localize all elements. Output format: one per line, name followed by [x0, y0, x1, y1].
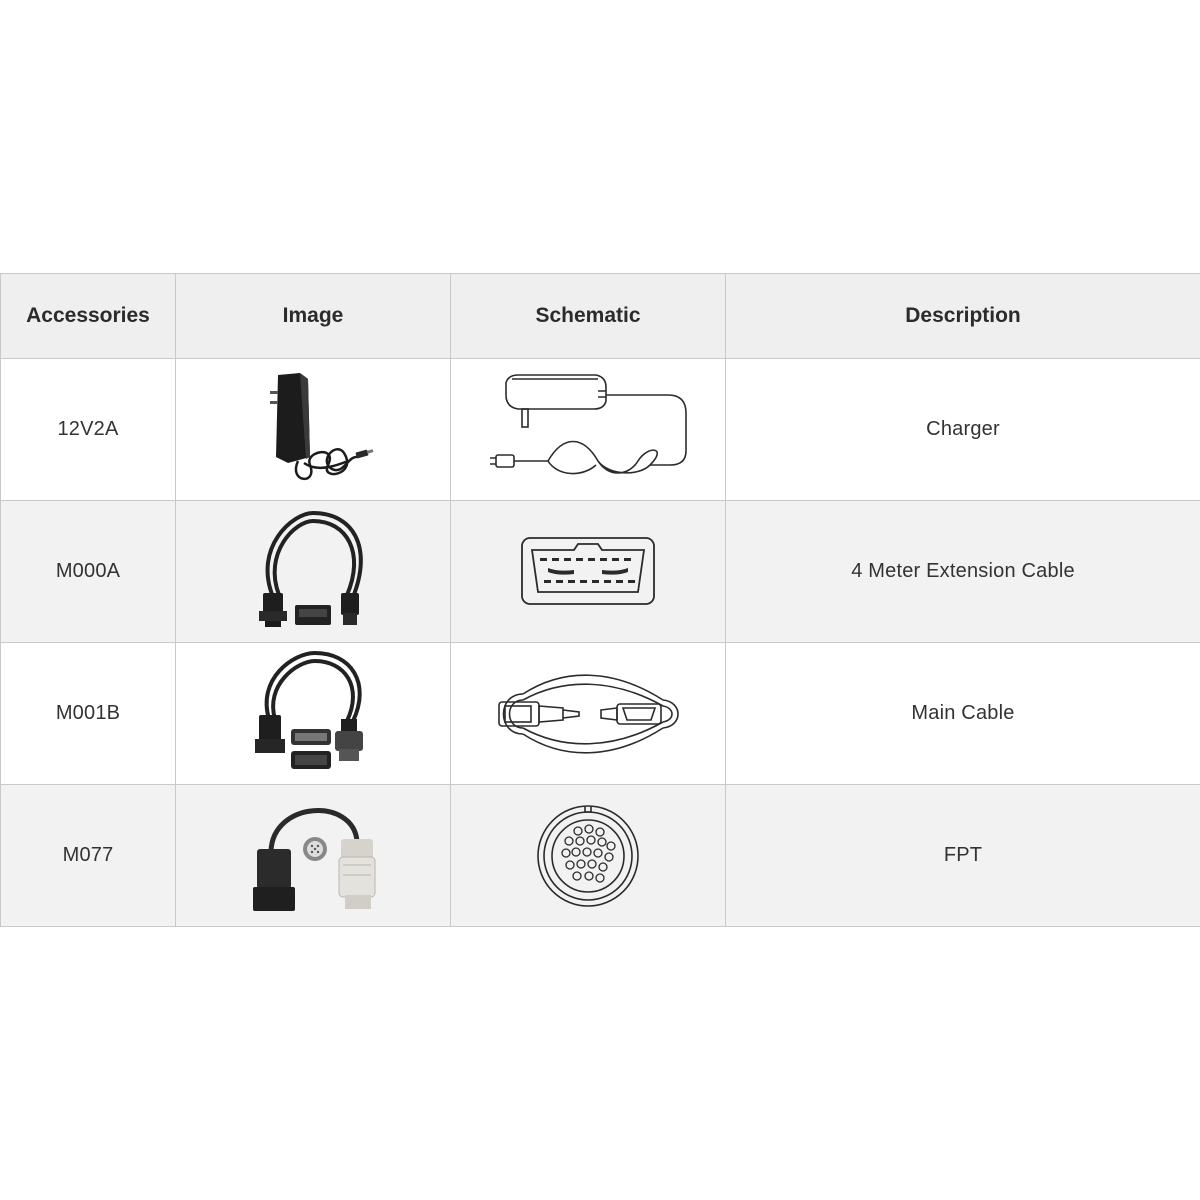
obd-connector-schematic-icon — [518, 532, 658, 612]
charger-adapter-photo — [248, 365, 378, 495]
round-pin-connector-schematic-icon — [533, 801, 643, 911]
accessory-code: M001B — [1, 643, 176, 785]
image-cell — [176, 785, 451, 927]
accessories-table — [0, 273, 1200, 927]
schematic-cell — [451, 359, 726, 501]
accessory-description: Charger — [726, 359, 1200, 501]
header-schematic: Schematic — [451, 274, 726, 359]
schematic-cell — [451, 785, 726, 927]
table-row — [1, 785, 1200, 927]
image-cell — [176, 501, 451, 643]
header-image: Image — [176, 274, 451, 359]
image-cell — [176, 359, 451, 501]
charger-schematic-icon — [488, 365, 688, 495]
coiled-cable-schematic-icon — [493, 674, 683, 754]
header-row — [1, 274, 1200, 359]
accessory-code: 12V2A — [1, 359, 176, 501]
fpt-adapter-photo — [243, 791, 383, 921]
header-accessories: Accessories — [1, 274, 176, 359]
table-row — [1, 501, 1200, 643]
table-row — [1, 359, 1200, 501]
accessory-code: M077 — [1, 785, 176, 927]
accessory-description: 4 Meter Extension Cable — [726, 501, 1200, 643]
obd-extension-cable-photo — [243, 507, 383, 637]
accessory-description: FPT — [726, 785, 1200, 927]
accessory-description: Main Cable — [726, 643, 1200, 785]
schematic-cell — [451, 501, 726, 643]
accessory-code: M000A — [1, 501, 176, 643]
table-row — [1, 643, 1200, 785]
schematic-cell — [451, 643, 726, 785]
image-cell — [176, 643, 451, 785]
main-cable-photo — [243, 649, 383, 779]
header-description: Description — [726, 274, 1200, 359]
